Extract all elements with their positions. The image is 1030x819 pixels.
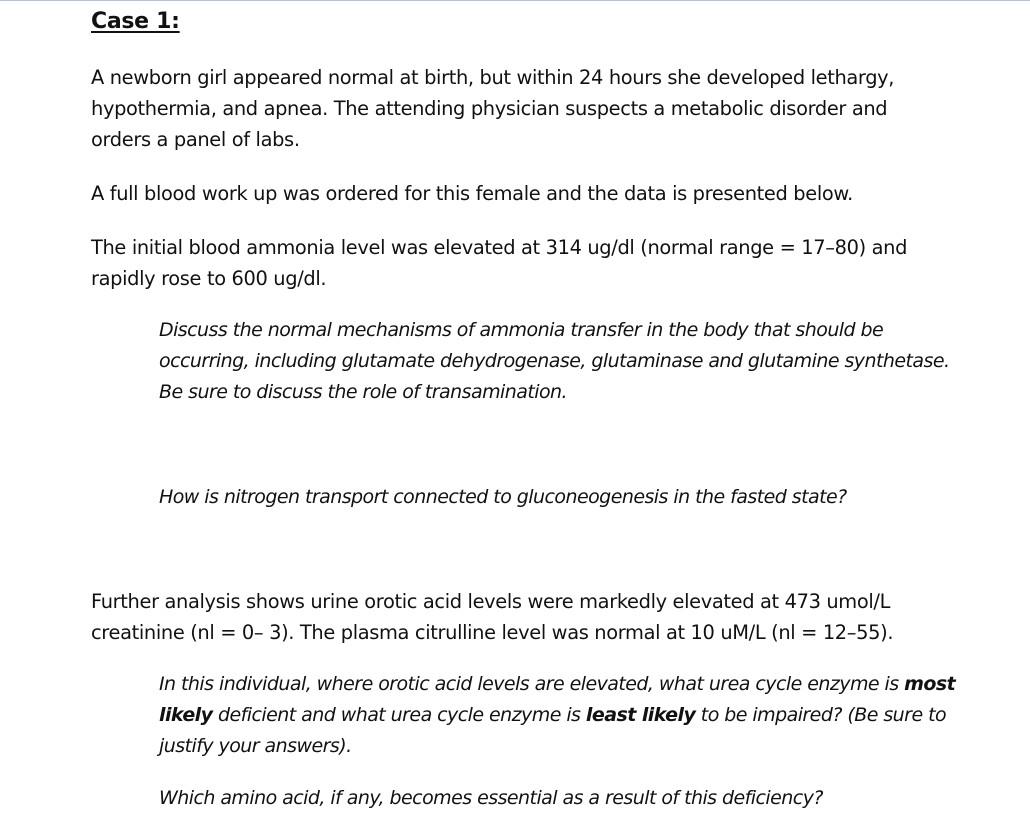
emphasis-least-likely: least likely xyxy=(585,704,696,726)
question-gluconeogenesis: How is nitrogen transport connected to gluconeogenesis in the fasted state? xyxy=(159,486,847,508)
further-analysis-paragraph xyxy=(91,586,893,648)
further-line: creatinine (nl = 0– 3). The plasma citrulline level was normal at 10 uM/L (nl = 12–55). xyxy=(91,621,894,644)
question-line xyxy=(159,669,955,700)
emphasis-likely: likely xyxy=(159,704,213,726)
question-ammonia-transfer xyxy=(159,315,949,408)
further-line: Further analysis shows urine orotic acid levels were markedly elevated at 473 umol/L xyxy=(91,590,891,613)
emphasis-most: most xyxy=(904,673,956,695)
ammonia-line: rapidly rose to 600 ug/dl. xyxy=(91,267,327,290)
question-text: to be impaired? (Be sure to xyxy=(695,704,947,726)
intro-paragraph xyxy=(91,62,894,155)
question-line xyxy=(159,700,955,731)
question-line: justify your answers). xyxy=(159,735,352,757)
bloodwork-paragraph: A full blood work up was ordered for this female and the data is presented below. xyxy=(91,182,853,205)
question-text: deficient and what urea cycle enzyme is xyxy=(212,704,586,726)
question-urea-cycle-enzyme xyxy=(159,669,955,762)
question-essential-amino-acid: Which amino acid, if any, becomes essential as a result of this deficiency? xyxy=(159,787,823,809)
question-line: occurring, including glutamate dehydrogenase, glutaminase and glutamine synthetase. xyxy=(159,350,950,372)
ammonia-paragraph xyxy=(91,232,907,294)
intro-line: orders a panel of labs. xyxy=(91,128,300,151)
intro-line: hypothermia, and apnea. The attending physician suspects a metabolic disorder and xyxy=(91,97,888,120)
question-text: In this individual, where orotic acid levels are elevated, what urea cycle enzyme is xyxy=(159,673,905,695)
case-title: Case 1: xyxy=(91,9,180,34)
ammonia-line: The initial blood ammonia level was elevated at 314 ug/dl (normal range = 17–80) and xyxy=(91,236,908,259)
question-line: Discuss the normal mechanisms of ammonia transfer in the body that should be xyxy=(159,319,884,341)
intro-line: A newborn girl appeared normal at birth, but within 24 hours she developed lethargy, xyxy=(91,66,895,89)
question-line: Be sure to discuss the role of transamination. xyxy=(159,381,568,403)
